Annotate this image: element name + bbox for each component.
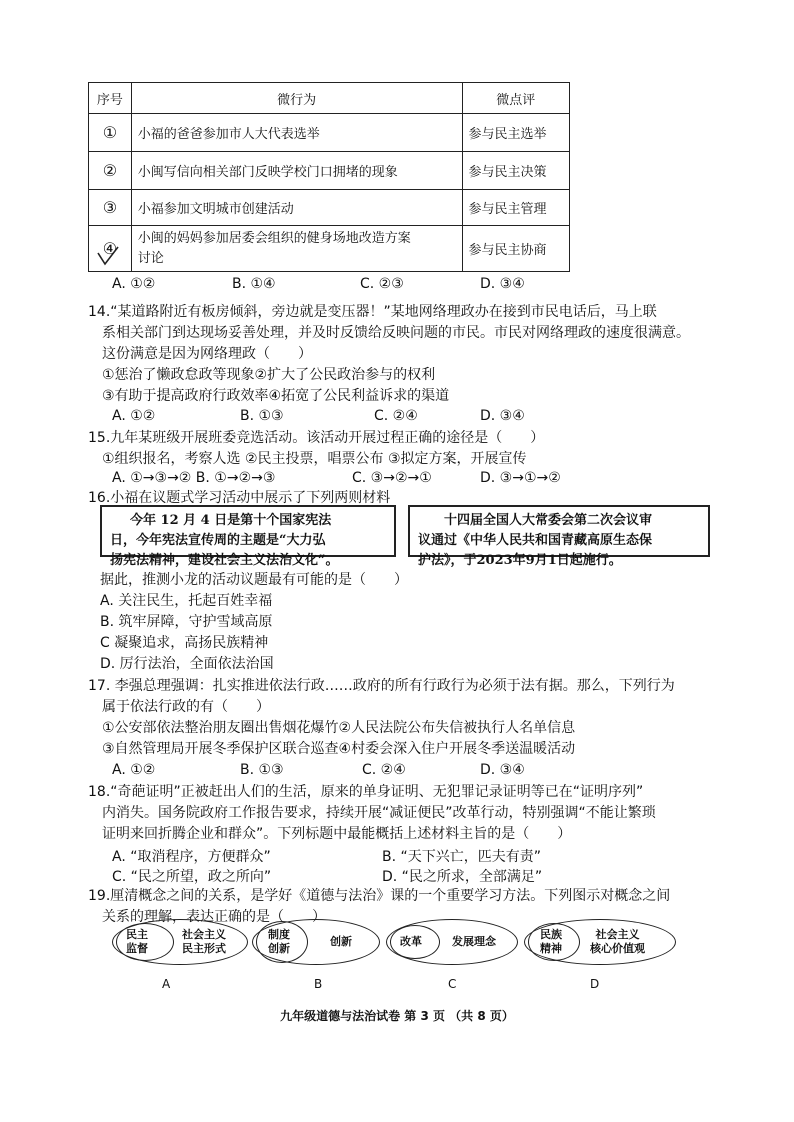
row-comment: 参与民主协商: [462, 226, 569, 272]
option-b[interactable]: B. ①③: [240, 762, 284, 778]
row-action: [131, 226, 462, 272]
row-action: 小福的爸爸参加市人大代表选举: [131, 114, 462, 152]
row-action-line: 讨论: [137, 250, 164, 266]
option-a[interactable]: A. “取消程序，方便群众”: [112, 849, 271, 865]
row-num: ②: [89, 152, 132, 190]
diagram-d[interactable]: [524, 915, 676, 991]
option-d[interactable]: D. “民之所求，全部满足”: [382, 869, 543, 885]
diagram-c[interactable]: [386, 915, 518, 991]
option-b[interactable]: B. “天下兴亡，匹夫有责”: [382, 849, 542, 865]
row-num: ①: [89, 114, 132, 152]
q14-line: ①惩治了懒政怠政等现象②扩大了公民政治参与的权利: [102, 367, 436, 383]
q17-line: 17. 李强总理强调：扎实推进依法行政……政府的所有行政行为必须于法有据。那么，下列行为: [88, 678, 675, 694]
box-line: 十四届全国人大常委会第二次会议审: [444, 513, 653, 528]
row-action: 小闽写信向相关部门反映学校门口拥堵的现象: [131, 152, 462, 190]
row-comment: 参与民主决策: [462, 152, 569, 190]
question-15: [88, 428, 718, 470]
question-14: [88, 302, 718, 407]
table-row: [89, 152, 570, 190]
row-action-line: 小闽的妈妈参加居委会组织的健身场地改造方案: [137, 230, 411, 246]
row-comment: 参与民主选举: [462, 114, 569, 152]
option-d[interactable]: D. ③④: [480, 408, 525, 424]
option-d[interactable]: D. ③④: [480, 762, 525, 778]
question-17: [88, 676, 718, 760]
box-line: 扬宪法精神，建设社会主义法治文化”。: [110, 553, 339, 568]
box-line: 护法》，于2023年9月1日起施行。: [418, 553, 622, 568]
box-line: 议通过《中华人民共和国青藏高原生态保: [418, 533, 653, 548]
inner-label: 改革: [400, 935, 422, 948]
diagram-a[interactable]: [112, 915, 248, 991]
q17-options: [112, 762, 672, 782]
q14-line: 这份满意是因为网络理政（ ）: [102, 346, 312, 362]
q17-line: ①公安部依法整治朋友圈出售烟花爆竹②人民法院公布失信被执行人名单信息: [102, 720, 576, 736]
diagram-caption: A: [162, 977, 171, 991]
q18-line: 18.“奇葩证明”正被赶出人们的生活，原来的单身证明、无犯罪记录证明等已在“证明序列”: [88, 784, 644, 800]
row-comment: 参与民主管理: [462, 190, 569, 226]
row-num: ③: [89, 190, 132, 226]
question-16-title: 16.小福在议题式学习活动中展示了下列两则材料: [88, 490, 391, 506]
q13-options: [112, 276, 672, 296]
inner-label: 民族 精神: [540, 928, 562, 955]
q19-line: 关系的理解，表达正确的是（ ）: [102, 909, 326, 925]
q15-line: ①组织报名，考察人选 ②民主投票，唱票公布 ③拟定方案，开展宣传: [102, 451, 527, 467]
table-header-row: [89, 83, 570, 114]
q18-line: 证明来回折腾企业和群众”。下列标题中最能概括上述材料主旨的是（ ）: [102, 826, 572, 842]
option-a[interactable]: A. ①②: [112, 762, 156, 778]
option-c[interactable]: C. ②④: [362, 762, 406, 778]
q18-options-row2: [112, 866, 672, 886]
header-comment: 微点评: [462, 83, 569, 114]
table-row: [89, 226, 570, 272]
outer-label: 社会主义 核心价值观: [590, 928, 645, 955]
option-a[interactable]: A. ①②: [112, 276, 156, 292]
option-a[interactable]: A. ①②: [112, 408, 156, 424]
inner-label: 民主 监督: [126, 928, 148, 955]
q14-line: 系相关部门到达现场妥善处理，并及时反馈给反映问题的市民。市民对网络理政的速度很满意。: [102, 325, 690, 341]
q14-options: [112, 408, 672, 428]
diagram-b[interactable]: [252, 915, 380, 991]
q18-line: 内消失。国务院政府工作报告要求，持续开展“减证便民”改革行动，特别强调“不能让繁琐: [102, 805, 656, 821]
inner-label: 制度 创新: [268, 928, 290, 955]
option-c[interactable]: C. ③→②→①: [352, 470, 432, 486]
material-box-2: [408, 505, 710, 568]
checkmark-icon: [96, 245, 120, 267]
option-c[interactable]: C. ②④: [374, 408, 418, 424]
option-d[interactable]: D. ③→①→②: [480, 470, 561, 486]
option-b[interactable]: B. 筑牢屏障，守护雪域高原: [100, 614, 273, 630]
q14-line: 14.“某道路附近有板房倾斜，旁边就是变压器！”某地网络理政办在接到市民电话后，马上联: [88, 304, 657, 320]
option-b[interactable]: B. ①④: [232, 276, 276, 292]
q17-line: 属于依法行政的有（ ）: [102, 699, 270, 715]
header-num: 序号: [89, 83, 132, 114]
q15-options: [112, 470, 672, 490]
behavior-table: [88, 82, 570, 272]
table-row: [89, 190, 570, 226]
material-box-1: [100, 505, 396, 568]
q15-line: 15.九年某班级开展班委竞选活动。该活动开展过程正确的途径是（ ）: [88, 430, 545, 446]
row-action: 小福参加文明城市创建活动: [131, 190, 462, 226]
option-b[interactable]: B. ①③: [240, 408, 284, 424]
q18-options-row1: [112, 846, 672, 866]
row-num: ④: [89, 226, 132, 272]
option-ab[interactable]: A. ①→③→② B. ①→②→③: [112, 470, 276, 486]
question-18: [88, 782, 718, 845]
option-d[interactable]: D. 厉行法治，全面依法治国: [100, 656, 274, 672]
option-c[interactable]: C. “民之所望，政之所向”: [112, 869, 272, 885]
table-row: [89, 114, 570, 152]
option-c[interactable]: C. ②③: [360, 276, 404, 292]
q16-line: 据此，推测小龙的活动议题最有可能的是（ ）: [100, 572, 408, 588]
option-a[interactable]: A. 关注民生，托起百姓幸福: [100, 593, 273, 609]
outer-label: 社会主义 民主形式: [182, 928, 226, 955]
q14-line: ③有助于提高政府行政效率④拓宽了公民利益诉求的渠道: [102, 388, 450, 404]
question-16-body: [100, 570, 730, 675]
diagram-caption: B: [314, 977, 323, 991]
outer-label: 发展理念: [452, 935, 496, 948]
box-line: 日，今年宪法宣传周的主题是“大力弘: [110, 533, 326, 548]
page-footer: 九年级道德与法治试卷 第 3 页 （共 8 页）: [280, 1009, 514, 1023]
diagram-caption: C: [448, 977, 457, 991]
q19-line: 19.厘清概念之间的关系，是学好《道德与法治》课的一个重要学习方法。下列图示对概念之间: [88, 888, 671, 904]
option-d[interactable]: D. ③④: [480, 276, 525, 292]
header-action: 微行为: [131, 83, 462, 114]
box-line: 今年 12 月 4 日是第十个国家宪法: [130, 513, 332, 528]
option-c[interactable]: C 凝聚追求，高扬民族精神: [100, 635, 269, 651]
diagram-caption: D: [590, 977, 600, 991]
q17-line: ③自然管理局开展冬季保护区联合巡查④村委会深入住户开展冬季送温暖活动: [102, 741, 576, 757]
outer-label: 创新: [330, 935, 352, 948]
